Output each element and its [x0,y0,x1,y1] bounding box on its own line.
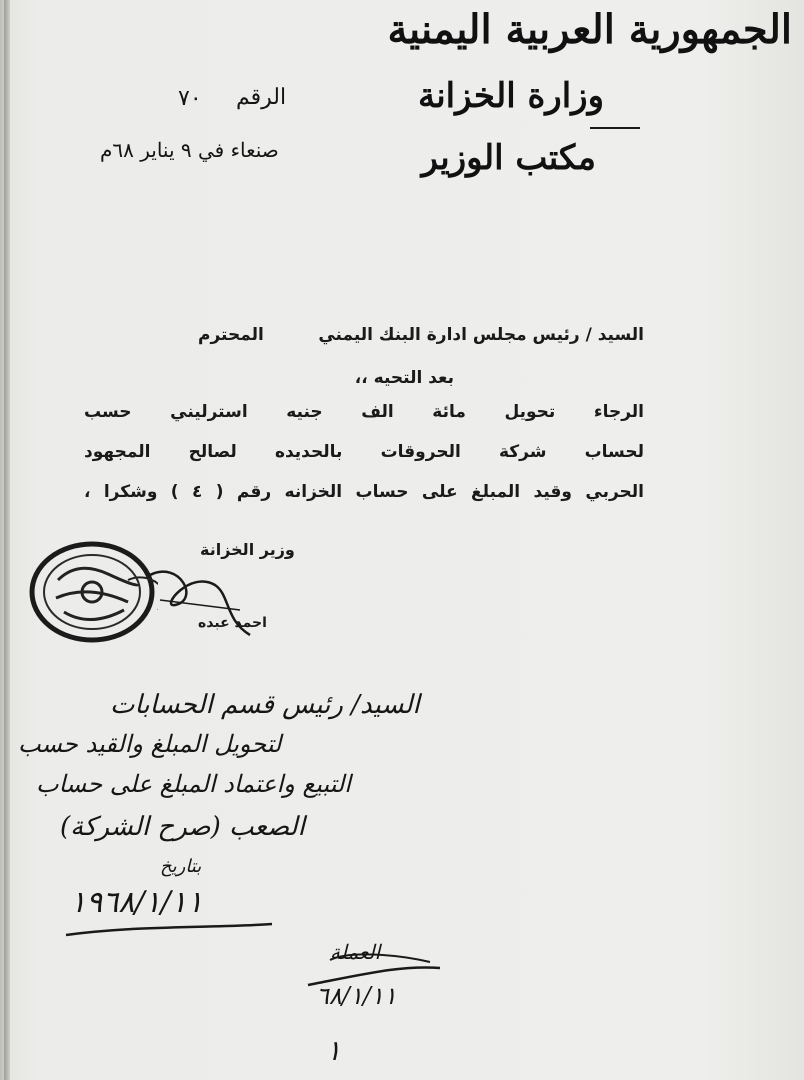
handwritten-line: بتاريخ [160,856,202,877]
handwritten-line: السيد/ رئيس قسم الحسابات [110,690,420,720]
handwritten-line: لتحويل المبلغ والقيد حسب [18,730,282,758]
reference-number: ٧٠ [178,86,202,111]
reference-label: الرقم [236,85,287,110]
signatory-title: وزير الخزانة [200,540,295,559]
letterhead-office: مكتب الوزير [421,138,596,178]
place-date: صنعاء في ٩ يناير ٦٨م [100,138,279,162]
handwritten-date: ١٩٦٨/١/١١ [70,885,204,920]
handwritten-line: الصعب (صرح الشركة) [60,812,305,842]
letterhead-ministry: وزارة الخزانة [417,76,604,116]
greeting: بعد التحيه ،، [354,368,454,388]
handwritten-line: العملة [330,940,381,964]
handwritten-line: التبيع واعتماد المبلغ على حساب [36,770,351,798]
body-line: الرجاء تحويل مائة الف جنيه استرليني حسب [84,402,644,422]
signatory-name: احمد عبده [198,615,267,631]
addressee: السيد / رئيس مجلس ادارة البنك اليمني [318,325,644,345]
addressee-honorific: المحترم [198,325,264,345]
handwritten-date: ٦٨/١/١١ [316,982,397,1010]
body-line: الحربي وقيد المبلغ على حساب الخزانه رقم ( ٤ ) وشكرا ، [84,482,644,502]
body-line: لحساب شركة الحروقات بالحديده لصالح المجهود [84,442,644,462]
letterhead-republic: الجمهورية العربية اليمنية [387,6,792,53]
page-number: ١ [326,1034,342,1067]
